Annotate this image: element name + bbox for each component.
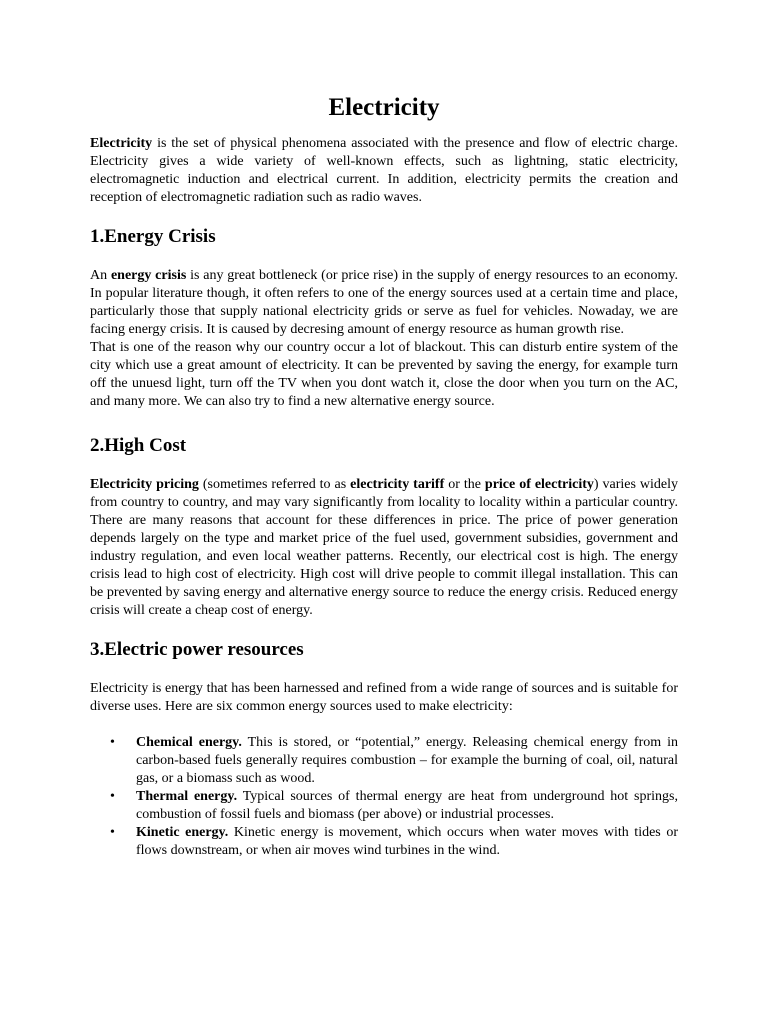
section-heading-energy-crisis: 1.Energy Crisis [90, 226, 216, 247]
list-item-kinetic-energy [110, 824, 678, 860]
energy-crisis-text: is any great bottleneck (or price rise) in the supply of energy resources to an economy. In popular literature though, it often refers to one of the energy sources used at a certain time and place, particularly those that supply national electricity grids or serve as fuel for vehicles. Nowaday, we are facing energy crisis. It is caused by decresing amount of energy resource as human growth rise. [90, 268, 678, 337]
energy-crisis-paragraph-2: That is one of the reason why our country occur a lot of blackout. This can disturb entire system of the city which use a great amount of electricity. It can be prevented by saving the energy, for example turn off the unuesd light, turn off the TV when you dont watch it, close the door when you turn on the AC, and many more. We can also try to find a new alternative energy source. [90, 340, 678, 409]
list-item-thermal-energy [110, 788, 678, 824]
energy-crisis-paragraph-1 [90, 267, 678, 339]
section-heading-power-resources: 3.Electric power resources [90, 639, 304, 660]
list-item-text: This is stored, or “potential,” energy. Releasing chemical energy from in carbon-based fuels generally requires combustion – for example the burning of coal, oil, natural gas, or a biomass such as wood. [136, 735, 678, 786]
energy-crisis-bold-term: energy crisis [110, 268, 187, 283]
section-heading-high-cost: 2.High Cost [90, 435, 187, 456]
list-item-chemical-energy [110, 734, 678, 788]
page-title: Electricity [328, 94, 440, 121]
list-item-term: Kinetic energy. [136, 825, 229, 840]
high-cost-bold-1: Electricity pricing [90, 477, 199, 492]
bullet-icon: • [110, 789, 115, 804]
intro-text: is the set of physical phenomena associated with the presence and flow of electric charge. Electricity gives a wide variety of well-known effects, such as lightning, static electricity, electromagnetic induction and electrical current. In addition, electricity permits the creation and reception of electromagnetic radiation such as radio waves. [90, 136, 678, 205]
list-item-term: Chemical energy. [136, 735, 242, 750]
list-item-text: Typical sources of thermal energy are heat from underground hot springs, combustion of fossil fuels and biomass (per above) or industrial processes. [136, 789, 678, 822]
power-resources-intro: Electricity is energy that has been harnessed and refined from a wide range of sources and is suitable for diverse uses. Here are six common energy sources used to make electricity: [90, 681, 678, 714]
intro-paragraph [90, 135, 678, 207]
high-cost-bold-3: price of electricity [484, 477, 594, 492]
high-cost-bold-2: electricity tariff [350, 477, 445, 492]
high-cost-text-2: or the [444, 477, 485, 492]
high-cost-text-3: ) varies widely from country to country, and may vary significantly from locality to locality within a particular country. There are many reasons that account for these differences in price. The price of power generation depends largely on the type and market price of the fuel used, government subsidies, government and industry regulation, and even local weather patterns. Recently, our electrical cost is high. The energy crisis lead to high cost of electricity. High cost will drive people to commit illegal installation. This can be prevented by saving energy and alternative energy source to reduce the energy crisis. Reduced energy crisis will create a cheap cost of energy. [90, 477, 679, 618]
high-cost-text-1: (sometimes referred to as [198, 477, 351, 492]
bullet-icon: • [110, 825, 115, 840]
list-item-term: Thermal energy. [136, 789, 238, 804]
list-item-text: Kinetic energy is movement, which occurs when water moves with tides or flows downstream, or when air moves wind turbines in the wind. [136, 825, 678, 858]
bullet-icon: • [110, 735, 115, 750]
high-cost-paragraph [90, 476, 678, 620]
intro-bold-term: Electricity [90, 136, 153, 151]
energy-crisis-pre: An [90, 268, 111, 283]
energy-sources-list [90, 734, 678, 860]
